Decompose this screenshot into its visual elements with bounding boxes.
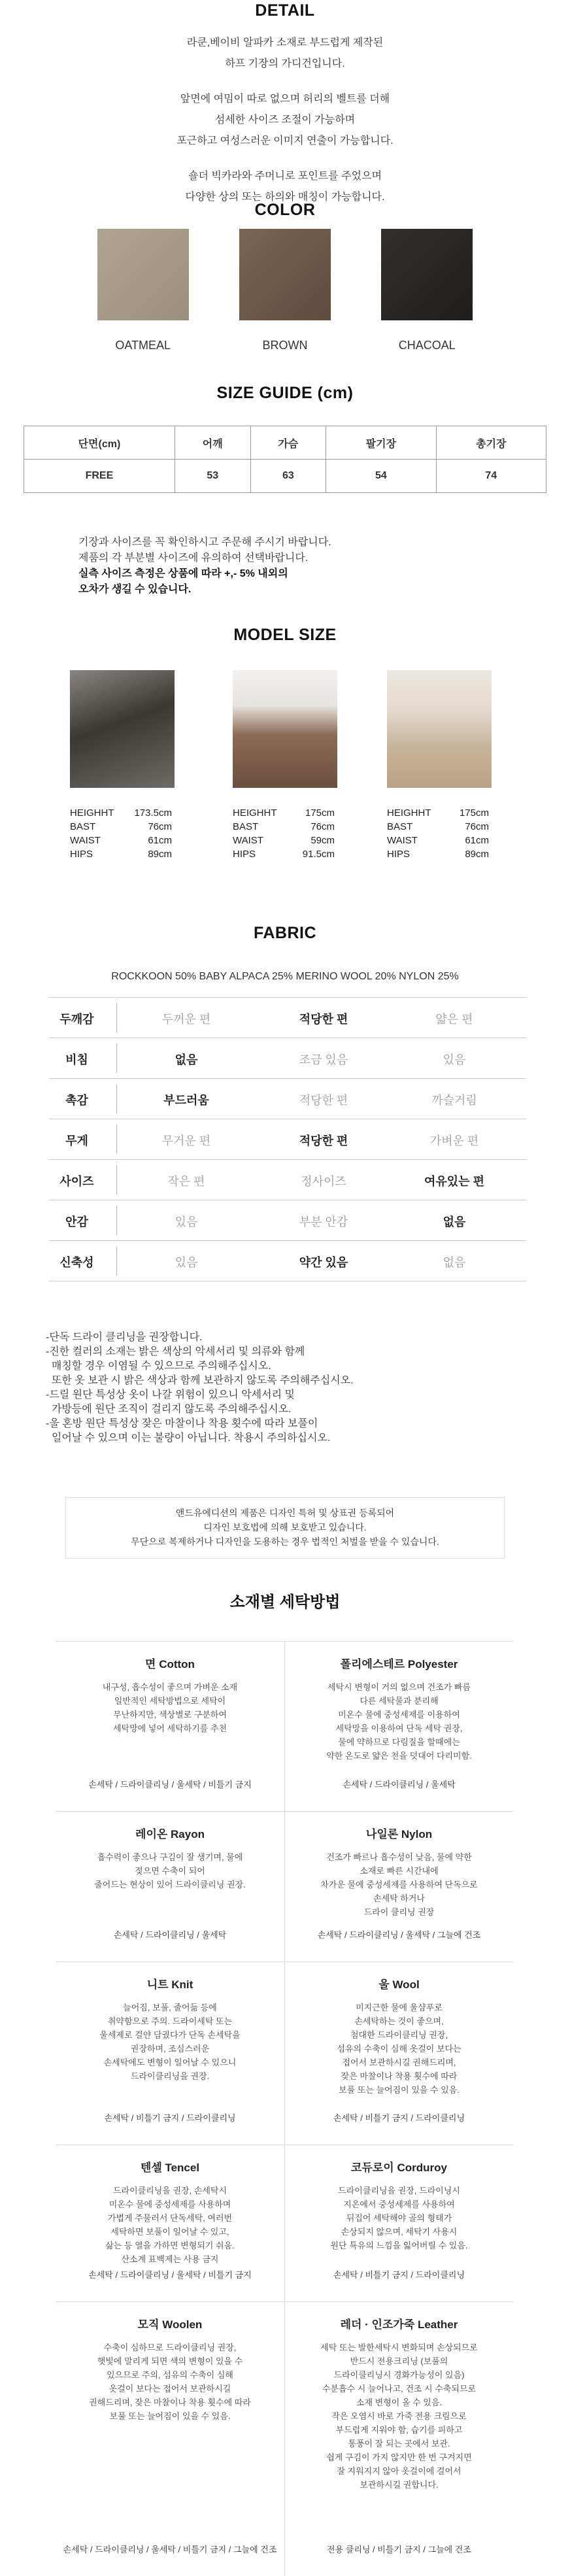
divider (116, 1084, 117, 1113)
header-cell: 단면(cm) (24, 426, 175, 460)
care-note-line: -드릴 원단 특성상 옷이 나갈 위험이 있으니 악세서리 및 (46, 1389, 295, 1400)
desc-line: 손세탁 하거나 (373, 1893, 425, 1903)
desc-line: 취약함으로 주의. 드라이세탁 또는 (107, 2016, 233, 2026)
washing-title: 소재별 세탁방법 (229, 1593, 341, 1611)
size-table-header (24, 426, 546, 460)
washing-card (56, 2301, 284, 2576)
fabric-composition: ROCKKOON 50% BABY ALPACA 25% MERINO WOOL 20% NYLON 25% (111, 971, 459, 982)
stat-value: 61cm (465, 835, 489, 846)
fabric-option: 있음 (443, 1053, 466, 1066)
desc-line: 삶는 등 열을 가하면 변형되기 쉬움. (105, 2241, 235, 2250)
fabric-row (49, 1079, 526, 1119)
desc-line: 늘어짐, 보풀, 줄어듦 등에 (123, 2003, 217, 2012)
washing-card-method: 손세탁 / 드라이클리닝 / 울세탁 / 비틀기 금지 (88, 1780, 252, 1789)
desc-line: 손세탁에도 변형이 일어날 수 있으니 (103, 2058, 237, 2067)
model-card (387, 670, 492, 861)
desc-line: 흡수력이 좋으나 구김이 잘 생기며, 물에 (97, 1852, 243, 1862)
desc-line: 젖으면 수축이 되어 (135, 1866, 205, 1876)
model-size-title: MODEL SIZE (233, 626, 337, 644)
fabric-option: 작은 편 (167, 1175, 205, 1188)
desc-line: 무난하지만, 색상별로 구분하여 (112, 1710, 227, 1720)
washing-card-desc (285, 2184, 513, 2252)
washing-card (284, 1961, 513, 2144)
care-notes (46, 1330, 354, 1446)
notice-line: 앤드유에디션의 제품은 디자인 특허 및 상표권 등록되어 (175, 1508, 395, 1518)
washing-card-desc (285, 2001, 513, 2097)
model-card (70, 670, 175, 861)
fabric-option: 있음 (175, 1215, 198, 1229)
stat-label: WAIST (387, 835, 418, 846)
desc-line: 세탁하면 보풀이 일어날 수 있고, (110, 2227, 229, 2237)
desc-line: 지온에서 중성세제를 사용하여 (343, 2199, 455, 2209)
size-table-row (24, 460, 546, 493)
color-title: COLOR (254, 201, 316, 219)
desc-line: 섬유의 수축이 심해 옷걸이 보다는 (337, 2044, 461, 2054)
desc-line: 접어서 보관하시길 권해드리며, (342, 2058, 456, 2067)
desc-line: 보풀 또는 늘어짐이 있을 수 있음. (339, 2085, 460, 2095)
size-cell: 63 (250, 460, 326, 493)
desc-line: 첨대한 드라이클리닝 권장, (350, 2030, 448, 2040)
desc-line: 보풀 또는 늘어짐이 있을 수 있음. (109, 2411, 231, 2421)
washing-card-method: 손세탁 / 드라이클리닝 / 울세탁 (343, 1780, 456, 1789)
care-note-line: -진한 컬러의 소재는 밝은 색상의 악세서리 및 의류와 함께 (46, 1346, 305, 1357)
desc-line: 부드럽게 지워야 함, 습기를 피하고 (335, 2425, 463, 2435)
washing-card-desc (285, 1850, 513, 1919)
fabric-option: 무거운 편 (161, 1134, 211, 1147)
intro-line: 하프 기장의 가디건입니다. (225, 58, 345, 69)
desc-line: 내구성, 흡수성이 좋으며 가벼운 소재 (102, 1682, 238, 1692)
fabric-row (49, 1038, 526, 1079)
desc-line: 옷걸이 보다는 접어서 보관하시길 (109, 2384, 231, 2394)
intro-line: 다양한 상의 또는 하의와 매칭이 가능합니다. (185, 192, 385, 203)
washing-card (56, 2144, 284, 2301)
desc-line: 손세탁하는 것이 좋으며, (354, 2016, 444, 2026)
stat-label: HEIGHHT (387, 807, 431, 819)
washing-card (284, 2144, 513, 2301)
desc-line: 건조가 빠르나 흡수성이 낮음, 물에 약한 (326, 1852, 472, 1862)
washing-card-desc (56, 2184, 284, 2266)
header-cell: 어깨 (175, 426, 250, 460)
washing-card (284, 2301, 513, 2576)
desc-line: 통풍이 잘 되는 곳에서 보관. (348, 2439, 450, 2449)
stat-label: WAIST (233, 835, 263, 846)
desc-line: 줄어드는 현상이 있어 드라이클리닝 권장. (94, 1880, 246, 1890)
washing-card-method: 손세탁 / 드라이클리닝 / 울세탁 / 비틀기 금지 / 그늘에 건조 (63, 2545, 277, 2554)
care-note-line: 가방등에 원단 조직이 걸리지 않도록 주의해주십시오. (46, 1404, 292, 1415)
washing-card-method: 손세탁 / 비틀기 금지 / 드라이클리닝 (333, 2113, 465, 2123)
swatch-chacoal[interactable] (375, 229, 479, 352)
desc-line: 차가운 물에 중성세제를 사용하여 단독으로 (320, 1880, 478, 1890)
desc-line: 있으므로 주의, 섬유의 수축이 심해 (107, 2370, 233, 2380)
desc-line: 드라이클리닝시 경화가능성이 있음) (333, 2370, 465, 2380)
swatch-oatmeal[interactable] (91, 229, 195, 352)
size-cell: FREE (24, 460, 175, 493)
desc-line: 소재 변형이 올 수 있음. (356, 2398, 443, 2407)
desc-line: 작은 오염시 바로 가죽 전용 크림으로 (331, 2411, 467, 2421)
fabric-option: 여유있는 편 (424, 1175, 484, 1188)
fabric-option: 있음 (175, 1256, 198, 1269)
fabric-option: 조금 있음 (299, 1053, 348, 1066)
washing-card-title: 레이온 Rayon (135, 1828, 205, 1840)
washing-card-method: 손세탁 / 드라이클리닝 / 울세탁 / 비틀기 금지 (88, 2270, 252, 2280)
intro-line: 포근하고 여성스러운 이미지 연출이 가능합니다. (176, 135, 394, 146)
stat-value: 76cm (465, 821, 489, 832)
size-guide-title: SIZE GUIDE (cm) (216, 384, 354, 402)
model-photo (233, 670, 337, 788)
note-bold-line: 실측 사이즈 측정은 상품에 따라 +,- 5% 내외의 (78, 568, 288, 579)
washing-card-title: 니트 Knit (146, 1978, 193, 1991)
notice-line: 무단으로 복제하거나 디자인을 도용하는 경우 법적인 처벌을 받을 수 있습니다. (131, 1536, 439, 1547)
stat-label: BAST (233, 821, 259, 832)
washing-card (56, 1961, 284, 2144)
note-bold-line: 오차가 생길 수 있습니다. (78, 584, 192, 595)
stat-value: 59cm (310, 835, 335, 846)
model-photo (387, 670, 492, 788)
desc-line: 드라이클리닝을 권장. (130, 2071, 210, 2081)
stat-value: 91.5cm (302, 849, 335, 860)
divider (116, 1043, 117, 1073)
fabric-title: FABRIC (253, 924, 317, 942)
desc-line: 드라이클리닝을 권장, 손세탁시 (112, 2186, 227, 2195)
fabric-option: 적당한 편 (299, 1134, 348, 1147)
desc-line: 산소계 표백제는 사용 금지 (121, 2254, 219, 2264)
washing-card (56, 1811, 284, 1961)
fabric-row-label: 비침 (65, 1053, 88, 1066)
desc-line: 잘 지워지지 않아 옷걸이에 걸어서 (337, 2466, 461, 2476)
fabric-row (49, 1160, 526, 1200)
copyright-notice (65, 1497, 505, 1559)
stat-value: 61cm (148, 835, 172, 846)
detail-intro (0, 35, 570, 211)
washing-card-desc (56, 2341, 284, 2423)
fabric-option: 까슬거림 (431, 1094, 477, 1107)
model-photo (70, 670, 175, 788)
oatmeal-swatch-image (97, 229, 189, 320)
desc-line: 미온수 물에 중성세제를 이용하여 (338, 1710, 460, 1720)
swatch-label: CHACOAL (398, 339, 456, 352)
washing-card-title: 나일론 Nylon (365, 1828, 433, 1840)
care-note-line: 매칭할 경우 이염될 수 있으므로 주의해주십시오. (46, 1361, 271, 1372)
stat-value: 76cm (310, 821, 335, 832)
desc-line: 드라이 클리닝 권장 (363, 1907, 435, 1917)
fabric-row-label: 무게 (65, 1134, 88, 1147)
size-cell: 74 (436, 460, 546, 493)
washing-card-method: 전용 클리닝 / 비틀기 금지 / 그늘에 건조 (327, 2545, 471, 2554)
washing-card-title: 폴리에스테르 Polyester (340, 1658, 458, 1670)
fabric-row-label: 안감 (65, 1215, 88, 1229)
header-cell: 가슴 (250, 426, 326, 460)
desc-line: 다른 세탁물과 분리해 (360, 1696, 439, 1706)
intro-line: 라쿤,베이비 알파카 소재로 부드럽게 제작된 (186, 37, 384, 48)
stat-label: HIPS (387, 849, 411, 860)
fabric-option: 부분 안감 (299, 1215, 348, 1229)
desc-line: 반드시 전용크리닝 (보풀의 (350, 2356, 448, 2366)
size-note (78, 535, 331, 598)
stat-label: HEIGHHT (233, 807, 277, 819)
swatch-brown[interactable] (233, 229, 337, 352)
desc-line: 손상되지 않으며, 세탁기 사용시 (341, 2227, 458, 2237)
stat-label: HIPS (70, 849, 93, 860)
fabric-row (49, 1241, 526, 1281)
swatch-label: OATMEAL (115, 339, 171, 352)
model-card (233, 670, 337, 861)
washing-card-title: 면 Cotton (145, 1658, 195, 1670)
divider (116, 1206, 117, 1235)
washing-card (284, 1641, 513, 1811)
desc-line: 햇빛에 말리게 되면 색의 변형이 있을 수 (97, 2356, 243, 2366)
care-note-line: 또한 옷 보관 시 밝은 색상과 함께 보관하지 않도록 주의해주십시오. (46, 1375, 354, 1386)
stat-label: WAIST (70, 835, 101, 846)
notice-line: 디자인 보호법에 의해 보호받고 있습니다. (203, 1522, 367, 1533)
washing-card-desc (56, 1850, 284, 1891)
washing-card-title: 울 Wool (378, 1978, 420, 1991)
fabric-row (49, 997, 526, 1038)
washing-card-desc (285, 1680, 513, 1763)
fabric-row-label: 사이즈 (59, 1175, 94, 1188)
desc-line: 수분흡수 시 늘어나고, 건조 시 수축되므로 (322, 2384, 477, 2394)
desc-line: 잦은 마찰이나 착용 횟수에 따라 (341, 2071, 458, 2081)
desc-line: 소재로 빠른 시간내에 (360, 1866, 439, 1876)
stat-value: 175cm (459, 807, 489, 819)
desc-line: 미지근한 물에 울샴푸로 (356, 2003, 443, 2012)
desc-line: 약한 온도로 얇은 천을 덧대어 다리미함. (326, 1751, 472, 1761)
size-cell: 53 (175, 460, 250, 493)
fabric-option: 정사이즈 (301, 1175, 346, 1188)
desc-line: 권해드리며, 잦은 마찰이나 착용 횟수에 따라 (89, 2398, 251, 2407)
washing-card-method: 손세탁 / 드라이클리닝 / 울세탁 / 그늘에 건조 (317, 1930, 481, 1940)
size-cell: 54 (326, 460, 436, 493)
fabric-option: 없음 (443, 1215, 466, 1229)
divider (116, 1125, 117, 1154)
size-table (24, 426, 546, 493)
stat-value: 89cm (465, 849, 489, 860)
desc-line: 보관하시길 권합니다. (360, 2480, 439, 2490)
washing-card (284, 1811, 513, 1961)
fabric-option: 두꺼운 편 (161, 1013, 211, 1026)
note-line: 제품의 각 부분별 사이즈에 유의하여 선택바랍니다. (78, 552, 309, 564)
stat-label: HIPS (233, 849, 256, 860)
model-stats (387, 806, 492, 861)
model-stats (233, 806, 337, 861)
color-swatches (0, 229, 570, 352)
stat-label: HEIGHHT (70, 807, 114, 819)
detail-title: DETAIL (255, 1, 315, 20)
desc-line: 뒤집어 세탁해야 골의 형태가 (346, 2213, 452, 2223)
washing-card (56, 1641, 284, 1811)
washing-card-desc (56, 2001, 284, 2083)
intro-line: 숄더 빅카라와 주머니로 포인트를 주었으며 (188, 171, 382, 182)
desc-line: 권장하며, 조심스러운 (130, 2044, 210, 2054)
desc-line: 물에 약하므로 다림질을 할때에는 (338, 1737, 460, 1747)
fabric-option: 부드러움 (163, 1094, 209, 1107)
desc-line: 세탁망에 넣어 세탁하기를 추천 (112, 1723, 227, 1733)
washing-card-method: 손세탁 / 비틀기 금지 / 드라이클리닝 (333, 2270, 465, 2280)
desc-line: 세탁시 변형이 거의 없으며 건조가 빠름 (327, 1682, 471, 1692)
stat-value: 173.5cm (134, 807, 172, 819)
note-line: 기장과 사이즈를 꼭 확인하시고 주문해 주시기 바랍니다. (78, 537, 331, 548)
fabric-option: 없음 (443, 1256, 466, 1269)
desc-line: 원단 특유의 느낌을 잃어버릴 수 있음. (330, 2241, 468, 2250)
washing-card-desc (56, 1680, 284, 1735)
fabric-row-label: 두깨감 (59, 1013, 94, 1026)
desc-line: 쉽게 구김이 가지 않지만 한 번 구겨지면 (326, 2452, 472, 2462)
brown-swatch-image (239, 229, 331, 320)
divider (116, 1003, 117, 1032)
size-table-wrap (0, 426, 570, 493)
fabric-grid (49, 997, 526, 1281)
washing-card-method: 손세탁 / 드라이클리닝 / 울세탁 (113, 1930, 227, 1940)
care-note-line: -울 혼방 원단 특성상 잦은 마찰이나 착용 횟수에 따라 보풀이 (46, 1418, 318, 1429)
washing-card-title: 코듀로이 Corduroy (351, 2161, 447, 2174)
fabric-row (49, 1200, 526, 1241)
fabric-option: 적당한 편 (299, 1094, 348, 1107)
washing-card-title: 레더 · 인조가죽 Leather (340, 2318, 458, 2331)
intro-line: 앞면에 여밈이 따로 없으며 허리의 벨트를 더해 (180, 93, 390, 105)
fabric-option: 약간 있음 (299, 1256, 348, 1269)
desc-line: 드라이클리닝을 권장, 드라이닝시 (338, 2186, 460, 2195)
fabric-option: 적당한 편 (299, 1013, 348, 1026)
divider (116, 1246, 117, 1276)
header-cell: 팔기장 (326, 426, 436, 460)
model-stats (70, 806, 175, 861)
washing-card-desc (285, 2341, 513, 2492)
fabric-option: 가벼운 편 (429, 1134, 479, 1147)
chacoal-swatch-image (381, 229, 473, 320)
desc-line: 울세제로 걸얀 담궜다가 단독 손세탁을 (99, 2030, 241, 2040)
care-note-line: -단독 드라이 클리닝을 권장합니다. (46, 1332, 203, 1343)
stat-label: BAST (387, 821, 413, 832)
care-note-line: 일어날 수 있으며 이는 불량이 아닙니다. 착용시 주의하십시오. (46, 1432, 331, 1444)
fabric-row-label: 촉감 (65, 1094, 88, 1107)
divider (116, 1165, 117, 1195)
fabric-option: 얇은 편 (435, 1013, 473, 1026)
desc-line: 일반적인 세탁방법으로 세탁이 (114, 1696, 226, 1706)
stat-value: 76cm (148, 821, 172, 832)
stat-value: 175cm (305, 807, 335, 819)
stat-label: BAST (70, 821, 96, 832)
desc-line: 수축이 심하므로 드라이클리닝 권장, (103, 2343, 237, 2352)
stat-value: 89cm (148, 849, 172, 860)
swatch-label: BROWN (262, 339, 308, 352)
desc-line: 세탁망을 이용하여 단독 세탁 권장, (335, 1723, 463, 1733)
desc-line: 미온수 물에 중성세제를 사용하며 (109, 2199, 231, 2209)
desc-line: 가볍게 주물러서 단독세탁, 여러번 (107, 2213, 233, 2223)
fabric-row (49, 1119, 526, 1160)
intro-line: 섬세한 사이즈 조절이 가능하며 (214, 114, 356, 126)
washing-card-title: 모직 Woolen (137, 2318, 203, 2331)
washing-card-method: 손세탁 / 비틀기 금지 / 드라이클리닝 (104, 2113, 236, 2123)
desc-line: 세탁 또는 발한세탁시 변화되며 손상되므로 (320, 2343, 478, 2352)
washing-card-title: 텐셀 Tencel (140, 2161, 200, 2174)
header-cell: 총기장 (436, 426, 546, 460)
fabric-option: 없음 (175, 1053, 198, 1066)
fabric-row-label: 신축성 (59, 1256, 94, 1269)
